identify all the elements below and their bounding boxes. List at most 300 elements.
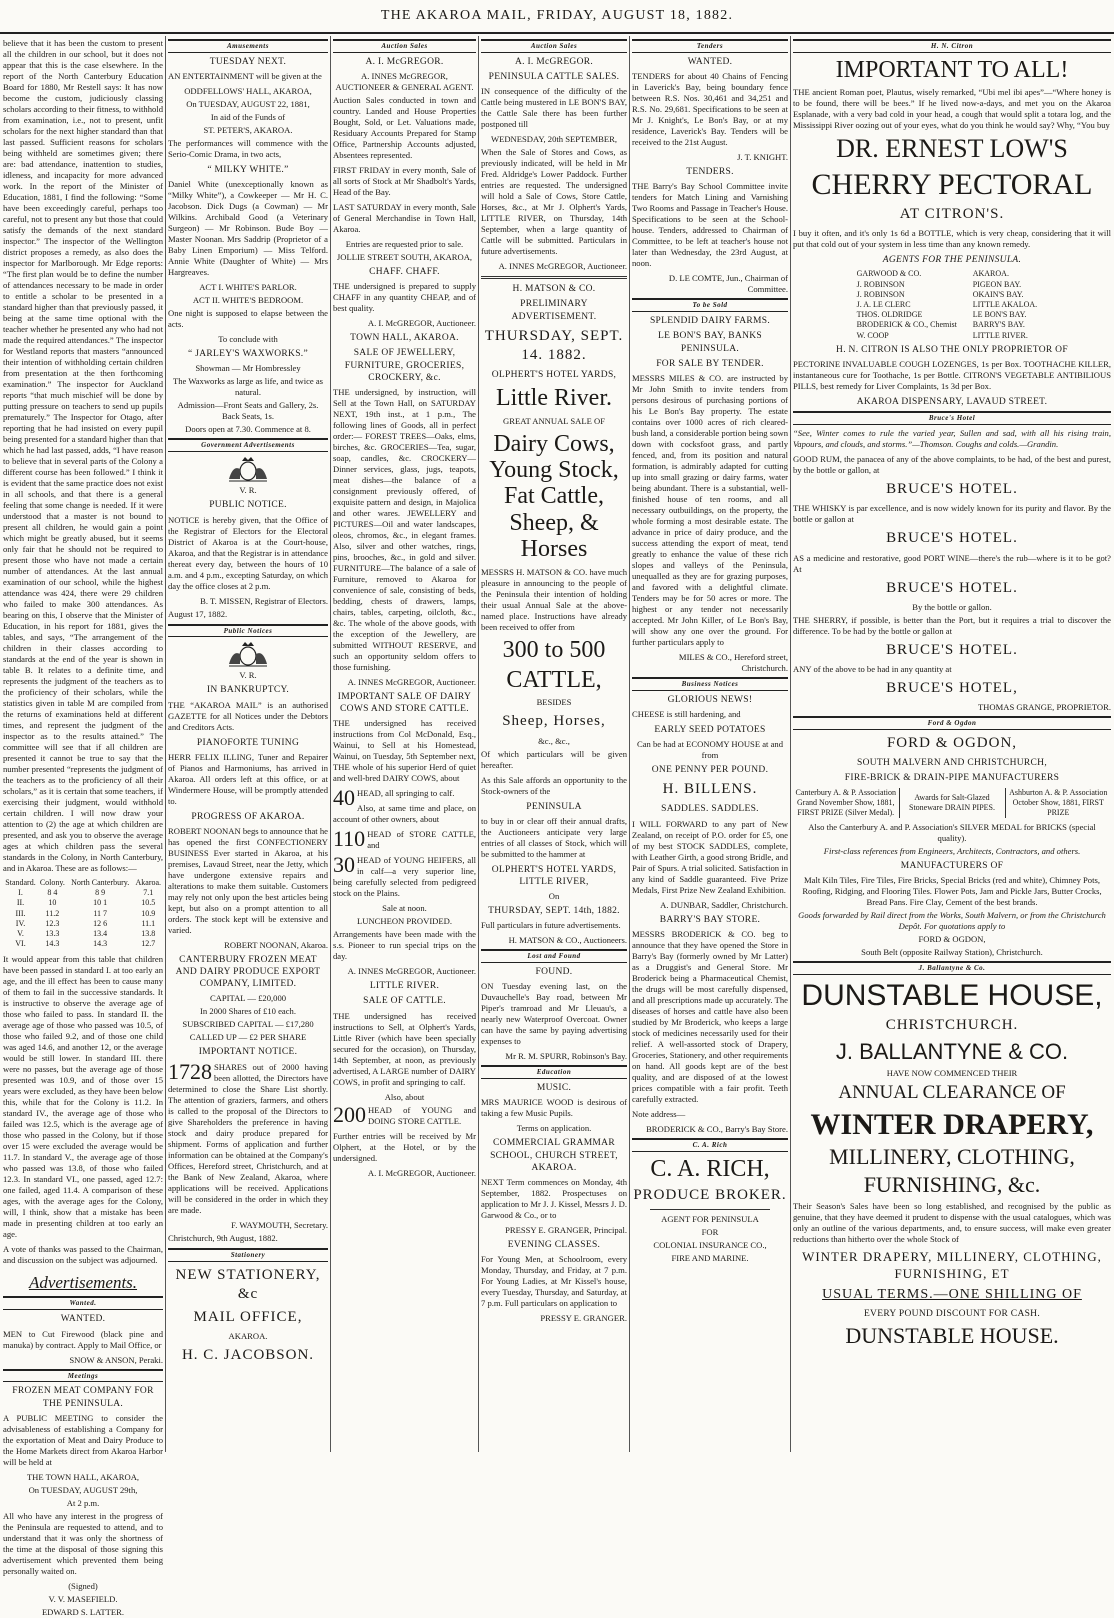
ad-heading: SALE OF CATTLE. — [363, 996, 446, 1007]
ad-text: Of which particulars will be given hereafter. — [481, 748, 627, 770]
section-label: To be Sold — [632, 298, 788, 312]
ad-heading: EVERY POUND DISCOUNT FOR CASH. — [863, 1309, 1041, 1320]
ad-signature: PRESSY E. GRANGER, Principal. — [505, 1224, 627, 1235]
ad-text-body: HEAD of YOUNG HEIFERS, all in calf—a very superior line, being carefully selected from pedigreed stock on the Plains. — [333, 855, 476, 899]
ad-text: AN ENTERTAINMENT will be given at the — [168, 71, 322, 82]
table-row — [857, 310, 1048, 320]
table-row — [3, 939, 163, 949]
table-cell: 13.8 — [141, 929, 156, 939]
table-cell: 11.2 — [45, 908, 60, 918]
ad-signature: J. T. KNIGHT. — [737, 152, 788, 163]
ad-text: NEXT Term commences on Monday, 4th September, 1882. Prospectuses on application to Mr J. J. Kissel, Messrs J. D. Garwood & Co., or to — [481, 1176, 627, 1220]
ad-text: TENDERS for about 40 Chains of Fencing in Laverick's Bay, being boundary fence between R.S. Nos. 30,461 and 34,251 and R.S. No. 29,681. Specifications to be seen at Mr J. Knight's, Le Bon's Bay, or at my residence, Laverick's Bay. Tenders will be received to the 21st August. — [632, 71, 788, 148]
column-rule — [330, 36, 331, 1452]
ad-heading: PENINSULA — [526, 801, 582, 812]
ad-text: Further entries will be received by Mr Olphert, at the Hotel, or by the undersigned. — [333, 1130, 476, 1163]
ad-heading: BARRY'S BAY STORE. — [659, 914, 761, 925]
ad-signature: F. WAYMOUTH, Secretary. — [231, 1219, 328, 1230]
section-label: Education — [481, 1065, 627, 1079]
ad-heading: SALE OF JEWELLERY, FURNITURE, GROCERIES, CROCKERY, &c. — [344, 348, 465, 383]
annual-heading: ANNUAL CLEARANCE OF — [838, 1081, 1066, 1103]
ad-text: For Young Men, at Schoolroom, every Monday, Thursday, and Friday, at 7 p.m. For Young Ladies, at Mr Kissel's house, every Tuesday, Thursday, and Saturday, at 7 p.m. Full particulars on application to — [481, 1254, 627, 1309]
ad-heading: THURSDAY, SEPT. 14th, 1882. — [488, 906, 620, 917]
ad-text: Also, at same time and place, on account of other owners, about — [333, 803, 476, 825]
table-cell: 10.5 — [141, 898, 156, 908]
ad-text: Auction Sales conducted in town and country. Landed and House Properties Bought, Sold, or Let. Valuations made, Residuary Accounts Prepared for Stamp Office, Partnership Accounts adjusted, Absentees represented. — [333, 95, 476, 161]
column-5 — [632, 36, 788, 1452]
ad-line: HAVE NOW COMMENCED THEIR — [886, 1067, 1018, 1078]
section-label: Stationery — [168, 1248, 328, 1262]
table-cell: 14.3 — [93, 939, 108, 949]
ad-line: At 2 p.m. — [66, 1497, 100, 1508]
article-text: It would appear from this table that children have been passed in standard I. at too early an age, and the ill effect has been to cause many of them to fail in the successive standards. It is instructive to observe the average age of those who failed to pass. In standard II. the average age of those who passed was 10.5, of those who failed 9.2, and of those one child was aged 14.6, and another 12, or the average would be still lower. In standard III. there were no passes, but the average age of those presented was 10.9, and of those over 15 years were excluded, as they have been below this, while that for the Colony is 11.2. In standard IV., the average age of those who failed was 12.5, which is the average age of those who passed in the Colony, but if those over 15 were excluded the average would be 11.7. In standard V., the average age of those who passed was 13.8, of those who failed 12.3. In standard VI., one passed, aged 12.7: one failed, aged 11.4. A comparison of these ages, with the average ages for the Colony, will, I think, show that a mistake has been made in presenting children at too early an age. — [3, 953, 163, 1239]
ad-heading: SPLENDID DAIRY FARMS. — [649, 316, 771, 327]
ad-line: First-class references from Engineers, Architects, Contractors, and others. — [823, 846, 1081, 857]
section-label: Tenders — [632, 39, 788, 53]
ad-line: WEDNESDAY, 20th SEPTEMBER, — [490, 134, 618, 145]
ad-signature: A. INNES McGREGOR, Auctioneer. — [347, 966, 476, 977]
sale-date: THURSDAY, SEPT. 14. 1882. — [484, 327, 624, 363]
ad-text: THE undersigned has received instructions to Sell, at Olphert's Yards, Little River (which have been specially secured for the occasion), on Thursday, 14th September, at noon, as previously advertised, A LARGE number of DAIRY COWS, in profit and springing to calf. — [333, 1010, 476, 1087]
ad-line: AGENT FOR PENINSULA — [661, 1214, 759, 1225]
bruce-heading: BRUCE'S HOTEL, — [886, 679, 1018, 696]
table-cell: 14.3 — [45, 939, 60, 949]
table-header-cell: North Canterbury. — [71, 878, 130, 887]
table-row — [857, 269, 1048, 279]
ad-text — [168, 1058, 328, 1216]
table-cell: BARRY'S BAY. — [972, 320, 1025, 330]
ad-line: South Belt (opposite Railway Station), Christchurch. — [861, 947, 1043, 958]
ad-signature: A. I. McGREGOR, Auctioneer. — [367, 1167, 476, 1178]
ad-heading: LITTLE RIVER. — [369, 981, 440, 992]
millinery-heading: MILLINERY, CLOTHING, — [829, 1143, 1075, 1169]
section-label: Auction Sales — [481, 39, 627, 53]
ad-text: HERR FELIX ILLING, Tuner and Repairer of Pianos and Harmoniums, has arrived in Akaroa. All orders left at this office, or at Windermere House, will be promptly attended to. — [168, 751, 328, 806]
ad-line: LUNCHEON PROVIDED. — [356, 916, 452, 927]
ad-heading: PUBLIC NOTICE. — [209, 500, 287, 511]
ad-text: GOOD RUM, the panacea of any of the above complaints, to be had, of the best and purest, by the bottle or gallon, at — [793, 454, 1111, 476]
column-rule — [790, 36, 791, 1452]
ford-heading: FORD & OGDON, — [886, 735, 1018, 752]
ad-heading: AGENTS FOR THE PENINSULA. — [882, 255, 1022, 266]
sheep-heading: Sheep, Horses, — [502, 713, 606, 730]
ad-text-body: HEAD of STORE CATTLE, and — [367, 829, 476, 851]
ad-text: THE undersigned has received instructions from Col McDonald, Esq., Wainui, to Sell at his Homestead, Wainui, on Tuesday, 5th September next, THE whole of his superior Herd of quiet and well-bred DAIRY COWS, about — [333, 718, 476, 784]
ad-text — [333, 785, 476, 811]
ad-line: COLONIAL INSURANCE CO., — [653, 1240, 767, 1251]
ad-line: On TUESDAY, AUGUST 22, 1881, — [186, 99, 310, 110]
ad-line: GREAT ANNUAL SALE OF — [503, 415, 605, 426]
table-header-row — [3, 878, 163, 888]
jacobson-heading: H. C. JACOBSON. — [181, 1347, 315, 1364]
table-cell: J. ROBINSON — [856, 289, 905, 299]
ad-text: THE Barry's Bay School Committee invite tenders for Match Lining and Varnishing Two Rooms and Passage in Teacher's House. Specifications to be seen at the School-house. Tenders, addressed to Chairman of Committee, to be left at teacher's house not later than Wednesday, the 23rd August, at noon. — [632, 181, 788, 269]
table-cell: Ashburton A. & P. Association October Show, 1881, FIRST PRIZE — [1009, 787, 1108, 818]
table-row — [3, 888, 163, 898]
table-cell: V. — [17, 929, 24, 939]
ad-signature: EDWARD S. LATTER. — [41, 1606, 125, 1617]
ad-heading: IMPORTANT NOTICE. — [198, 1047, 298, 1058]
ad-line: CAPITAL — £20,000 — [209, 993, 287, 1004]
section-label: Lost and Found — [481, 949, 627, 963]
ad-signature: Mr R. M. SPURR, Robinson's Bay. — [505, 1051, 627, 1062]
ad-heading: FOR SALE BY TENDER. — [656, 358, 764, 369]
column-1 — [3, 36, 163, 1617]
table-cell: 13.4 — [93, 929, 108, 939]
royal-crest-icon — [225, 640, 271, 668]
ad-line: SUBSCRIBED CAPITAL — £17,280 — [182, 1019, 314, 1030]
ad-line: ACT I. WHITE'S PARLOR. — [199, 282, 297, 293]
ad-line: By the bottle or gallon. — [912, 601, 992, 612]
ad-line: ACT II. WHITE'S BEDROOM. — [192, 295, 304, 306]
table-row — [857, 280, 1048, 290]
table-cell: 13.3 — [45, 929, 60, 939]
ad-heading: COMMERCIAL GRAMMAR SCHOOL, CHURCH STREET, AKAROA. — [490, 1138, 618, 1173]
ad-heading: TOWN HALL, AKAROA. — [350, 333, 459, 344]
table-cell: OKAIN'S BAY. — [972, 289, 1024, 299]
ad-heading: LE BON'S BAY, BANKS PENINSULA. — [657, 331, 763, 354]
table-cell: 10 1 — [93, 898, 108, 908]
ad-text: ROBERT NOONAN begs to announce that he has opened the first CONFECTIONERY BUSINESS Ever started in Akaroa, at his premises, Lavaud Street, near the Jetty, which have undergone extensive repairs and alterations to make them suitable. Customers may rely not only upon the best articles being kept, but also on a prompt attention to all orders. The stock kept will be extensive and varied. — [168, 825, 328, 935]
table-cell: BRODERICK & CO., Chemist — [856, 320, 957, 330]
ad-signature: H. MATSON & CO., Auctioneers. — [508, 935, 627, 946]
ad-text — [333, 826, 476, 852]
ad-text: Malt Kiln Tiles, Fire Tiles, Fire Bricks, Special Bricks (red and white), Chimney Pots, Roofing, Ridging, and Flooring Tiles. Flower Pots, Jam and Pickle Jars, Butter Crocks, Bread Pans. Fire Clay, Cement of the best brands. — [802, 875, 1102, 908]
table-cell: 7.1 — [143, 888, 154, 898]
ad-text — [333, 852, 476, 899]
ad-text: MEN to Cut Firewood (black pine and manuka) by contract. Apply to Mail Office, or — [3, 1328, 163, 1350]
ad-heading: WANTED. — [687, 56, 733, 67]
ad-line: In aid of the Funds of — [210, 112, 286, 123]
table-cell: VI. — [15, 939, 26, 949]
ad-line: &c., &c., — [538, 735, 570, 746]
section-label: Ford & Ogdon — [793, 716, 1111, 730]
table-cell: LE BON'S BAY. — [972, 310, 1027, 320]
article-text: believe that it has been the custom to present all the children in our school, but it does not appear that this is the case elsewhere. In the report of the North Canterbury Education Board for 1880, Mr Restell says: It has now become the custom, judiciously classing scholars according to their fitness, to withhold from examination, i.e., not to present, unfit scholars for the next higher standard than that last passed. Sufficient reasons for scholars being withheld are sometimes given; there are: bad attendance, inattention to studies, idleness, and incapacity for more advanced work. In the report of the Minister of Education, 1881, I find the following: “Some have been exceedingly careful, perhaps too careful, not to present any but those that could satisfy the demands of the next standard inspector.” The inspector of the Wellington district proposes a remedy, as also does the inspector for Marlborough. Mr Edge reports: “The first plan would be to define the number of attendances necessary to be made in order to entitle a scholar to be presented in a standard higher than that previously passed, it being at the same time optional with the teacher whether he presented any who had not made the required attendances.” The inspector for Westland reports that masters “announced their intention of withholding certain children from presentation at the then forthcoming examination.” The inspector for Auckland reports “that much mischief will be done by putting pressure on teachers to send up pupils prematurely.” The Inspector for Otago, after reporting that he had insisted on every pupil being presented for a standard higher than that which he had last passed, adds, “I have reason to believe that in several parts of the Colony a different course has been followed.” I think it is evident that the same practice does not exist in all schools, and that there is a general feeling that some change is needed. If it were understood that a master is not bound to present all children, he would gain a point which might be greatly abused, but it seems only fair that he should not be required to present those who have not made a certain number of attendances. At the last annual examination of our school, while the highest attendance was 424, there were 29 children who failed to make 300 attendances. As bearing on this, I observe that the Minister of Education, in his report for 1881, gives the tables, and says, “The arrangement of the children in their classes according to standards at the end of the year is shown in table B. It relates to a definite time, and represents the judgment of the teachers as to the proficiency of their scholars, while the statistics given in table M are compiled from the returns of examinations held at different times, and represent the judgment of the inspector as to the results attained.” The committee will see that if all children are presented it cannot be true to say that the number presented “represents the judgment of the teachers as to the proficiency of all their scholars,” as it is certain that some teachers, if exercising their judgment, would withhold certain children. I will now draw your attention to (2) the age at which children are presented, and ask you to observe the average ages at which children pass the several standards in the Colony, in North Canterbury, and in Akaroa. These are as follows:— — [3, 38, 163, 873]
ad-heading: OLPHERT'S HOTEL YARDS, — [491, 370, 617, 381]
head-count: 200 — [333, 1101, 366, 1127]
ad-signature: SNOW & ANSON, Peraki. — [69, 1354, 163, 1365]
ad-heading: IMPORTANT SALE OF DAIRY COWS AND STORE CATTLE. — [337, 691, 472, 715]
ad-text: One night is supposed to elapse between the acts. — [168, 308, 328, 330]
column-rule — [629, 36, 630, 1452]
table-cell: LITTLE AKALOA. — [972, 299, 1038, 309]
royal-crest-icon — [225, 455, 271, 483]
ad-heading: FOUND. — [535, 967, 573, 978]
mail-office-heading: MAIL OFFICE, — [193, 1308, 303, 1325]
table-cell: 11 7 — [93, 908, 108, 918]
ad-heading: EVENING CLASSES. — [507, 1239, 601, 1250]
ad-line: BESIDES — [536, 697, 572, 708]
ad-heading: PRELIMINARY ADVERTISEMENT. — [511, 299, 597, 322]
table-cell: W. COOP — [856, 330, 889, 340]
ad-heading: H. N. CITRON IS ALSO THE ONLY PROPRIETOR OF — [836, 344, 1068, 355]
ad-signature: A. INNES McGREGOR, Auctioneer. — [498, 261, 627, 272]
table-cell: 10 — [48, 898, 57, 908]
ad-heading: CHAFF. CHAFF. — [369, 267, 440, 278]
ad-heading: “ JARLEY'S WAXWORKS.” — [188, 349, 308, 360]
head-count: 110 — [333, 826, 366, 852]
section-label: J. Ballantyne & Co. — [793, 961, 1111, 975]
ad-text: MESSRS MILES & CO. are instructed by Mr John Smith to invite tenders from persons desirous of purchasing portions of his Le Bon's Bay property. The estate contains over 1000 acres of rich cleared-bush land, a considerable portion being sown down with cocksfoot grass, and partly fenced, and, from its position and natural formation, is admirably adapted for cutting up into small grazing or dairy farms, water being abundant. There is a substantial, well-finished house of ten rooms, and all necessary outbuildings, on the property, the whole forming a most desirable estate. The advance in price of dairy produce, and the success attending the export of meat, tend greatly to enhance the value of these rich slopes and valleys of the Peninsula, unequalled as they are for grazing purposes, and favored with a delightful climate. Tenders may be for 50 acres or more. The highest or any tender not necessarily accepted. Mr John Killer, of Le Bon's Bay, will show any one over the ground. For further particulars apply to — [632, 372, 788, 647]
table-row — [793, 788, 1111, 819]
ad-line: FIRE AND MARINE. — [671, 1253, 749, 1264]
ad-line: Also the Canterbury A. and P. Association's SILVER MEDAL for BRICKS (special quality). — [808, 822, 1096, 844]
ad-text: Their Season's Sales have been so long established, and recognised by the public as genuine, that they have deemed it prudent to dispense with the usual catalogues, which was only an outline of the various departments, and, to ensure success, will make even greater reductions than hitherto over the whole Stock of — [793, 1201, 1111, 1245]
table-row — [857, 331, 1048, 341]
column-3 — [333, 36, 476, 1452]
ad-text — [333, 1101, 476, 1127]
table-row — [3, 929, 163, 939]
ad-heading: WANTED. — [60, 1314, 106, 1325]
section-label: Business Notices — [632, 677, 788, 691]
ad-line: Doors open at 7.30. Commence at 8. — [185, 424, 311, 435]
stock-heading: Dairy Cows, Young Stock, Fat Cattle, Sheep, & Horses — [489, 430, 619, 563]
ad-line: On TUESDAY, AUGUST 29th, — [28, 1484, 138, 1495]
table-cell: THOS. OLDRIDGE — [856, 310, 923, 320]
ad-text: I buy it often, and it's only 1s 6d a BOTTLE, which is very cheap, considering that it will put that cold out of your system in less time than any known remedy. — [793, 228, 1111, 250]
billens-heading: H. BILLENS. — [662, 781, 758, 798]
divider — [481, 276, 627, 279]
table-cell: 12 6 — [93, 918, 108, 928]
furnishing-heading: FURNISHING, &c. — [863, 1171, 1041, 1197]
ad-text: THE ancient Roman poet, Plautus, wisely remarked, “Ubi mel ibi apes”—“Where honey is to be found, there will be bees.” If he lived now-a-days, and met you on the Akaroa Esplanade, with a very bad cold in your head, a cough that would split a totara log, and the Mississippi River oozing out of your eyes, what do you think he would say? Why, “You buy — [793, 87, 1111, 131]
vr-mark: V. R. — [239, 485, 257, 496]
cherry-heading: CHERRY PECTORAL — [811, 167, 1093, 201]
column-6 — [793, 36, 1111, 1452]
ad-signature: V. V. MASEFIELD. — [48, 1593, 118, 1604]
ad-heading: FIRE-BRICK & DRAIN-PIPE MANUFACTURERS — [844, 773, 1060, 784]
ad-heading: H. MATSON & CO. — [512, 284, 596, 295]
ad-text: Daniel White (unexceptionally known as “Milky White”), a Cowkeeper — Mr H. C. Jacobson. Dick Dugs (a Cowman) — Mr Wilkins. Archibald Good (a Veterinary Surgeon) — Mr Robinson. Bude Boy — Master Noonan. Mrs Saddrip (Proprietor of a Baby Linen Emporium) — Miss Telford. Annie White (Daughter of White) — Mrs Hargreaves. — [168, 179, 328, 278]
section-label: Government Advertisements — [168, 438, 328, 452]
ad-signature: A. DUNBAR, Saddler, Christchurch. — [660, 899, 788, 910]
table-cell: III. — [15, 908, 26, 918]
ad-text: ON Tuesday evening last, on the Duvauchelle's Bay road, between Mr Piper's tramroad and Mr Lleuau's, a nearly new Waterproof Overcoat. Owner can have the same by paying advertising expenses to — [481, 981, 627, 1047]
ad-signature: A. I. McGREGOR, Auctioneer. — [367, 318, 476, 329]
ad-text: The performances will commence with the Serio-Comic Drama, in two acts, — [168, 138, 328, 160]
ad-signature: BRODERICK & CO., Barry's Bay Store. — [646, 1123, 788, 1134]
bruce-heading: BRUCE'S HOTEL. — [886, 481, 1018, 498]
table-cell: II. — [16, 898, 25, 908]
column-rule — [478, 36, 479, 1452]
count-heading: 300 to 500 — [502, 636, 606, 663]
table-cell: J. A. LE CLERC — [856, 299, 911, 309]
ad-line: Terms on application. — [516, 1123, 592, 1134]
ad-signature: MILES & CO., Hereford street, Christchurch. — [678, 651, 788, 673]
ad-heading: “ MILKY WHITE.” — [207, 165, 289, 176]
bruce-heading: BRUCE'S HOTEL. — [886, 530, 1018, 547]
section-label: C. A. Rich — [632, 1138, 788, 1152]
ad-line: To conclude with — [218, 334, 278, 345]
stationery-heading: NEW STATIONERY, &c — [175, 1266, 321, 1302]
ad-signature: B. T. MISSEN, Registrar of Electors. — [200, 595, 328, 606]
ad-text: Arrangements have been made with the s.s. Pioneer to run special trips on the day. — [333, 929, 476, 962]
ad-heading: GLORIOUS NEWS! — [667, 694, 753, 705]
ad-heading: FROZEN MEAT COMPANY FOR THE PENINSULA. — [12, 1386, 154, 1409]
share-count: 1728 — [168, 1058, 212, 1084]
ad-text: THE WHISKY is par excellence, and is now widely known for its purity and flavor. By the bottle or gallon at — [793, 503, 1111, 525]
ad-text: MRS MAURICE WOOD is desirous of taking a few Music Pupils. — [481, 1097, 627, 1119]
ad-line: In 2000 Shares of £10 each. — [200, 1006, 296, 1017]
table-row — [3, 898, 163, 908]
winter-heading: WINTER DRAPERY, — [810, 1107, 1094, 1141]
head-count: 40 — [333, 785, 355, 811]
ad-line: Showman — Mr Hombressley — [195, 363, 301, 374]
column-rule — [165, 36, 166, 1452]
table-cell: GARWOOD & CO. — [856, 269, 922, 279]
little-river-heading: Little River. — [496, 385, 612, 412]
ad-text: A PUBLIC MEETING to consider the advisableness of establishing a Company for the exportation of Meat and Dairy Produce to the Home Markets direct from Akaroa Harbor will be held at — [3, 1412, 163, 1467]
ad-line: Can be had at ECONOMY HOUSE at and from — [637, 739, 783, 761]
table-header-cell: Standard. — [5, 878, 36, 887]
ad-line: Christchurch, 9th August, 1882. — [168, 1232, 278, 1243]
ad-signature: ROBERT NOONAN, Akaroa. — [224, 939, 328, 950]
ad-line: On — [548, 891, 560, 902]
ad-heading: TUESDAY NEXT. — [209, 56, 287, 67]
standards-table — [3, 878, 163, 950]
ad-signature: THOMAS GRANGE, PROPRIETOR. — [977, 702, 1111, 713]
ad-text: NOTICE is hereby given, that the Office of the Registrar of Electors for the Electoral District of Akaroa is at the Court-house, Akaroa, and that the Registrar is in attendance thereat every day, between the hours of 10 a.m. and 4 p.m., excepting Saturday, on which day the office closes at 2 p.m. — [168, 514, 328, 591]
ballantyne-heading: J. BALLANTYNE & CO. — [835, 1038, 1069, 1064]
ad-line: Sale at noon. — [382, 903, 427, 914]
christchurch-heading: CHRISTCHURCH. — [885, 1017, 1019, 1034]
ad-heading: TENDERS. — [686, 167, 734, 178]
section-label: Auction Sales — [333, 39, 476, 53]
dunstable-footer: DUNSTABLE HOUSE. — [845, 1323, 1059, 1349]
table-cell: J. ROBINSON — [856, 279, 905, 289]
ad-heading: EARLY SEED POTATOES — [654, 724, 766, 735]
winter-line: WINTER DRAPERY, MILLINERY, CLOTHING, FURNISHING, ET — [802, 1249, 1102, 1281]
head-count: 30 — [333, 852, 355, 878]
ad-signature: PRESSY E. GRANGER. — [540, 1313, 627, 1324]
cattle-heading: CATTLE, — [506, 667, 602, 693]
ad-line: AKAROA. — [228, 1331, 268, 1342]
table-cell: 12.3 — [45, 918, 60, 928]
ad-heading: IN BANKRUPTCY. — [206, 685, 290, 696]
ad-heading: PROGRESS OF AKAROA. — [191, 811, 305, 822]
section-label: Meetings — [3, 1369, 163, 1383]
bruce-heading: BRUCE'S HOTEL. — [886, 641, 1018, 658]
table-cell: PIGEON BAY. — [972, 279, 1022, 289]
ad-text: THE SHERRY, if possible, is better than the Port, but it requires a trial to discover the difference. To be had by the bottle or gallon at — [793, 614, 1111, 636]
produce-heading: PRODUCE BROKER. — [633, 1187, 787, 1204]
table-cell: Awards for Salt-Glazed Stoneware DRAIN PIPES. — [899, 788, 1005, 819]
ad-text: CHEESE is still hardening, and — [632, 708, 741, 719]
table-row — [3, 909, 163, 919]
vr-mark: V. R. — [239, 670, 257, 681]
ad-heading: MUSIC. — [536, 1083, 572, 1094]
section-label: Wanted. — [3, 1296, 163, 1310]
rich-heading: C. A. RICH, — [650, 1155, 770, 1182]
ad-text: THE “AKAROA MAIL” is an authorised GAZETTE for all Notices under the Debtors and Creditors Acts. — [168, 699, 328, 732]
column-4 — [481, 36, 627, 1452]
doctor-heading: DR. ERNEST LOW'S — [836, 134, 1068, 164]
ad-text: I WILL FORWARD to any part of New Zealand, on receipt of P.O. order for £5, one of my best STOCK SADDLES, complete, with Leather Girth, a good strong Bridle, and Pair of Spurs. A trial solicited. Satisfaction in any kind of Saddle guaranteed. Five Prize Medals, First Prize New Zealand Exhibition. — [632, 818, 788, 895]
ad-signature: D. LE COMTE, Jun., Chairman of Committee. — [668, 273, 788, 295]
advertisements-heading: Advertisements. — [28, 1272, 138, 1292]
ad-line: Entries are requested prior to sale. — [345, 239, 464, 250]
ad-text: AS a medicine and restorative, good PORT WINE—there's the rub—where is it to be got? At — [793, 552, 1111, 574]
column-2 — [168, 36, 328, 1452]
ad-heading: AKAROA DISPENSARY, LAVAUD STREET. — [856, 397, 1048, 408]
masthead: THE AKAROA MAIL, FRIDAY, AUGUST 18, 1882. — [0, 0, 1114, 34]
ad-text: IN consequence of the difficulty of the Cattle being mustered in LE BON'S BAY, the Cattle Sale there has been further postponed till — [481, 86, 627, 130]
section-label: Public Notices — [168, 624, 328, 638]
ad-text: FIRST FRIDAY in every month, Sale of all sorts of Stock at Mr Shadbolt's Yards, Head of the Bay. — [333, 165, 476, 198]
bruce-heading: BRUCE'S HOTEL. — [886, 579, 1018, 596]
ad-line: FOR — [701, 1227, 719, 1238]
ad-line: Note address— — [632, 1108, 686, 1119]
ad-heading: A. I. McGREGOR. — [365, 56, 444, 67]
dunstable-heading: DUNSTABLE HOUSE, — [801, 979, 1103, 1013]
ad-text: MESSRS BRODERICK & CO. beg to announce that they have opened the Store in Barry's Bay (formerly owned by Mr Latter) as a Druggist's and General Store. Mr Broderick being a Pharmaceutical Chemist, the drugs will be most carefully dispensed, and all prescriptions made up accurately. The diseases of horses and cattle have also been studied by Mr Broderick, who keeps a large stock of medicines necessarily used for their relief. A well-assorted stock of Drapery, Groceries, Stationery, and other requirements on hand. All goods kept are of the best quality, and are disposed of at the lowest prices compatible with a fair profit. Teeth carefully extracted. — [632, 928, 788, 1104]
ad-text: As this Sale affords an opportunity to the Stock-owners of the — [481, 774, 627, 796]
table-header-cell: Akaroa. — [135, 878, 162, 887]
ad-line: August 17, 1882. — [168, 608, 228, 619]
ad-text: PECTORINE INVALUABLE COUGH LOZENGES, 1s per Box. TOOTHACHE KILLER, instantaneous cure for Toothache, 1s per Bottle. CITRON'S VEGETABLE ANTIBILIOUS PILLS, best remedy for Liver Complaints, 1s 3d per Box. — [793, 359, 1111, 392]
ad-heading: PIANOFORTE TUNING — [196, 737, 300, 748]
ad-text: “See, Winter comes to rule the varied year, Sullen and sad, with all his rising train, Vapours, and clouds, and storms.”—Thomson. Coughs and colds.—Grandin. — [793, 428, 1111, 450]
ad-text: to buy in or clear off their annual drafts, the Auctioneers anticipate very large entries of all classes of Stock, which will be submitted to the hammer at — [481, 815, 627, 859]
table-cell: I. — [18, 888, 23, 898]
ad-line: Admission—Front Seats and Gallery, 2s. Back Seats, 1s. — [177, 400, 319, 422]
section-label: Amusements — [168, 39, 328, 53]
ad-signature: FORD & OGDON, — [918, 934, 986, 945]
divider — [650, 1209, 770, 1210]
ad-line: ST. PETER'S, AKAROA. — [203, 125, 293, 136]
ad-heading: PENINSULA CATTLE SALES. — [488, 72, 620, 83]
ad-text: All who have any interest in the progress of the Peninsula are requested to attend, and to understand that it was only the shortness of the time at the disposal of those signing this advertisement which prevented them being personally waited on. — [3, 1510, 163, 1576]
article-text: A vote of thanks was passed to the Chairman, and discussion on the subject was adjourned. — [3, 1243, 163, 1265]
ad-heading: ONE PENNY PER POUND. — [651, 765, 769, 776]
table-cell: Canterbury A. & P. Association Grand November Show, 1881, FIRST PRIZE (Silver Medal). — [795, 787, 896, 818]
table-cell: 8 9 — [95, 888, 106, 898]
table-cell: 8 4 — [47, 888, 58, 898]
important-heading: IMPORTANT TO ALL! — [835, 56, 1069, 83]
ad-heading: CANTERBURY FROZEN MEAT AND DAIRY PRODUCE EXPORT COMPANY, LIMITED. — [175, 954, 321, 990]
ad-text: Full particulars in future advertisements. — [481, 920, 621, 931]
table-cell: LITTLE RIVER. — [972, 330, 1028, 340]
section-label: Bruce's Hotel — [793, 411, 1111, 425]
ad-line: ODDFELLOWS' HALL, AKAROA, — [184, 86, 312, 97]
ad-text-body: HEAD, all springing to calf. — [357, 788, 455, 799]
ad-line: The Waxworks as large as life, and twice as natural. — [172, 376, 324, 398]
section-label: H. N. Citron — [793, 39, 1111, 53]
ad-line: A. INNES McGREGOR, AUCTIONEER & GENERAL AGENT. — [335, 71, 474, 93]
ad-line: Also, about — [384, 1091, 425, 1102]
table-cell: 10.9 — [141, 908, 156, 918]
ad-line: CALLED UP — £2 PER SHARE — [189, 1032, 307, 1043]
ad-text: MESSRS H. MATSON & CO. have much pleasure in announcing to the people of the Peninsula their intention of holding their usual Annual Sale at the above-named place. Instructions have already been received to offer from — [481, 566, 627, 632]
table-row — [857, 320, 1048, 330]
ad-heading: A. I. McGREGOR. — [514, 56, 594, 67]
agents-table — [857, 269, 1048, 341]
table-cell: 11.1 — [141, 918, 156, 928]
ad-heading: OLPHERT'S HOTEL YARDS, LITTLE RIVER, — [491, 864, 617, 887]
ad-text: THE undersigned is prepared to supply CHAFF in any quantity CHEAP, and of best quality. — [333, 281, 476, 314]
table-cell: AKAROA. — [972, 269, 1009, 279]
ad-text: LAST SATURDAY in every month, Sale of General Merchandise in Town Hall, Akaroa. — [333, 202, 476, 235]
ad-text: ANY of the above to be had in any quantity at — [793, 663, 952, 674]
table-cell: IV. — [15, 918, 26, 928]
ad-line: JOLLIE STREET SOUTH, AKAROA, — [336, 252, 473, 263]
citrons-heading: AT CITRON'S. — [899, 205, 1005, 222]
table-row — [857, 290, 1048, 300]
ad-line: THE TOWN HALL, AKAROA, — [26, 1471, 140, 1482]
ad-heading: MANUFACTURERS OF — [900, 861, 1004, 872]
usual-terms: USUAL TERMS.—ONE SHILLING OF — [822, 1287, 1082, 1303]
